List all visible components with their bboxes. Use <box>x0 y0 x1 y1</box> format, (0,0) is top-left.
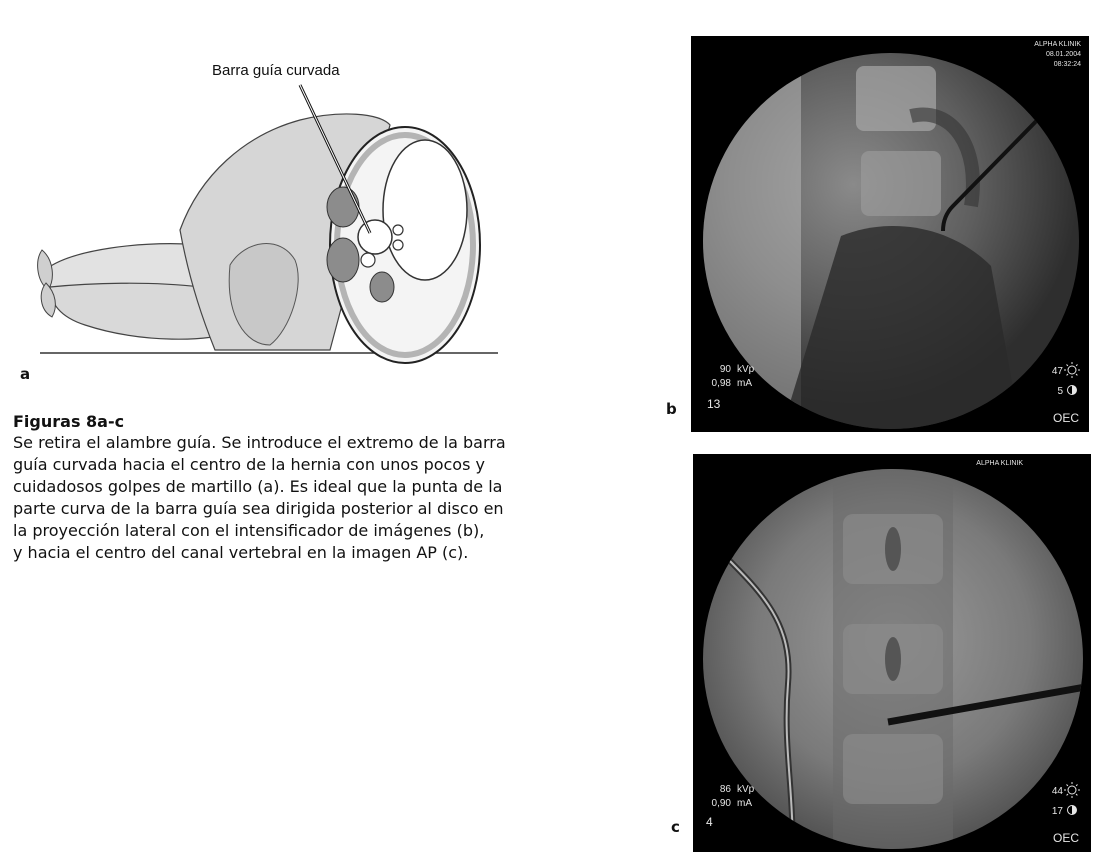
xray-b-time: 08:32:24 <box>1053 61 1081 68</box>
brightness-icon <box>1064 782 1080 798</box>
xray-c-kvp-unit: kVp <box>737 784 755 795</box>
brightness-icon <box>1064 362 1080 378</box>
xray-c-ma-value: 0,90 <box>711 798 731 809</box>
xray-b-frame: 13 <box>707 397 721 411</box>
contrast-icon <box>1068 806 1077 815</box>
xray-b-image <box>691 36 1089 432</box>
xray-b-contrast: 5 <box>1057 386 1063 397</box>
caption-title: Figuras 8a-c <box>13 412 125 431</box>
caption-line: cuidadosos golpes de martillo (a). Es ideal que la punta de la <box>13 477 503 496</box>
panel-letter-b: b <box>666 400 677 418</box>
caption-line: la proyección lateral con el intensificador de imágenes (b), <box>13 521 485 540</box>
caption-line: guía curvada hacia el centro de la hernia con unos pocos y <box>13 455 485 474</box>
caption-line: Se retira el alambre guía. Se introduce el extremo de la barra <box>13 433 506 452</box>
xray-b-ma-unit: mA <box>737 378 752 389</box>
xray-b-kvp-unit: kVp <box>737 364 755 375</box>
xray-c-frame: 4 <box>706 815 713 829</box>
panel-letter-a: a <box>20 365 31 383</box>
xray-b-ma-value: 0,98 <box>711 378 731 389</box>
caption-line: y hacia el centro del canal vertebral en la imagen AP (c). <box>13 543 469 562</box>
xray-ap-view <box>693 454 1091 852</box>
caption-line: parte curva de la barra guía sea dirigida posterior al disco en <box>13 499 504 518</box>
patient-cross-section-drawing <box>30 55 510 365</box>
xray-b-brightness: 47 <box>1051 366 1063 377</box>
xray-lateral-view <box>691 36 1089 432</box>
guide-bar-callout-label: Barra guía curvada <box>212 62 340 79</box>
caption-body <box>13 432 553 564</box>
xray-c-clinic: ALPHA KLINIK <box>976 460 1023 467</box>
oec-logo-icon: OEC <box>1052 831 1079 845</box>
xray-c-brightness: 44 <box>1051 786 1063 797</box>
figure-caption <box>13 412 553 564</box>
xray-b-date: 08.01.2004 <box>1045 51 1081 58</box>
xray-b-clinic: ALPHA KLINIK <box>1034 41 1081 48</box>
oec-logo-icon: OEC <box>1052 411 1079 425</box>
xray-c-ma-unit: mA <box>737 798 752 809</box>
xray-b-kvp-value: 90 <box>719 364 731 375</box>
xray-c-image <box>693 454 1091 852</box>
panel-letter-c: c <box>671 818 680 836</box>
contrast-icon <box>1068 386 1077 395</box>
figure-a-illustration <box>30 55 510 365</box>
xray-c-contrast: 17 <box>1051 806 1063 817</box>
xray-c-kvp-value: 86 <box>719 784 731 795</box>
